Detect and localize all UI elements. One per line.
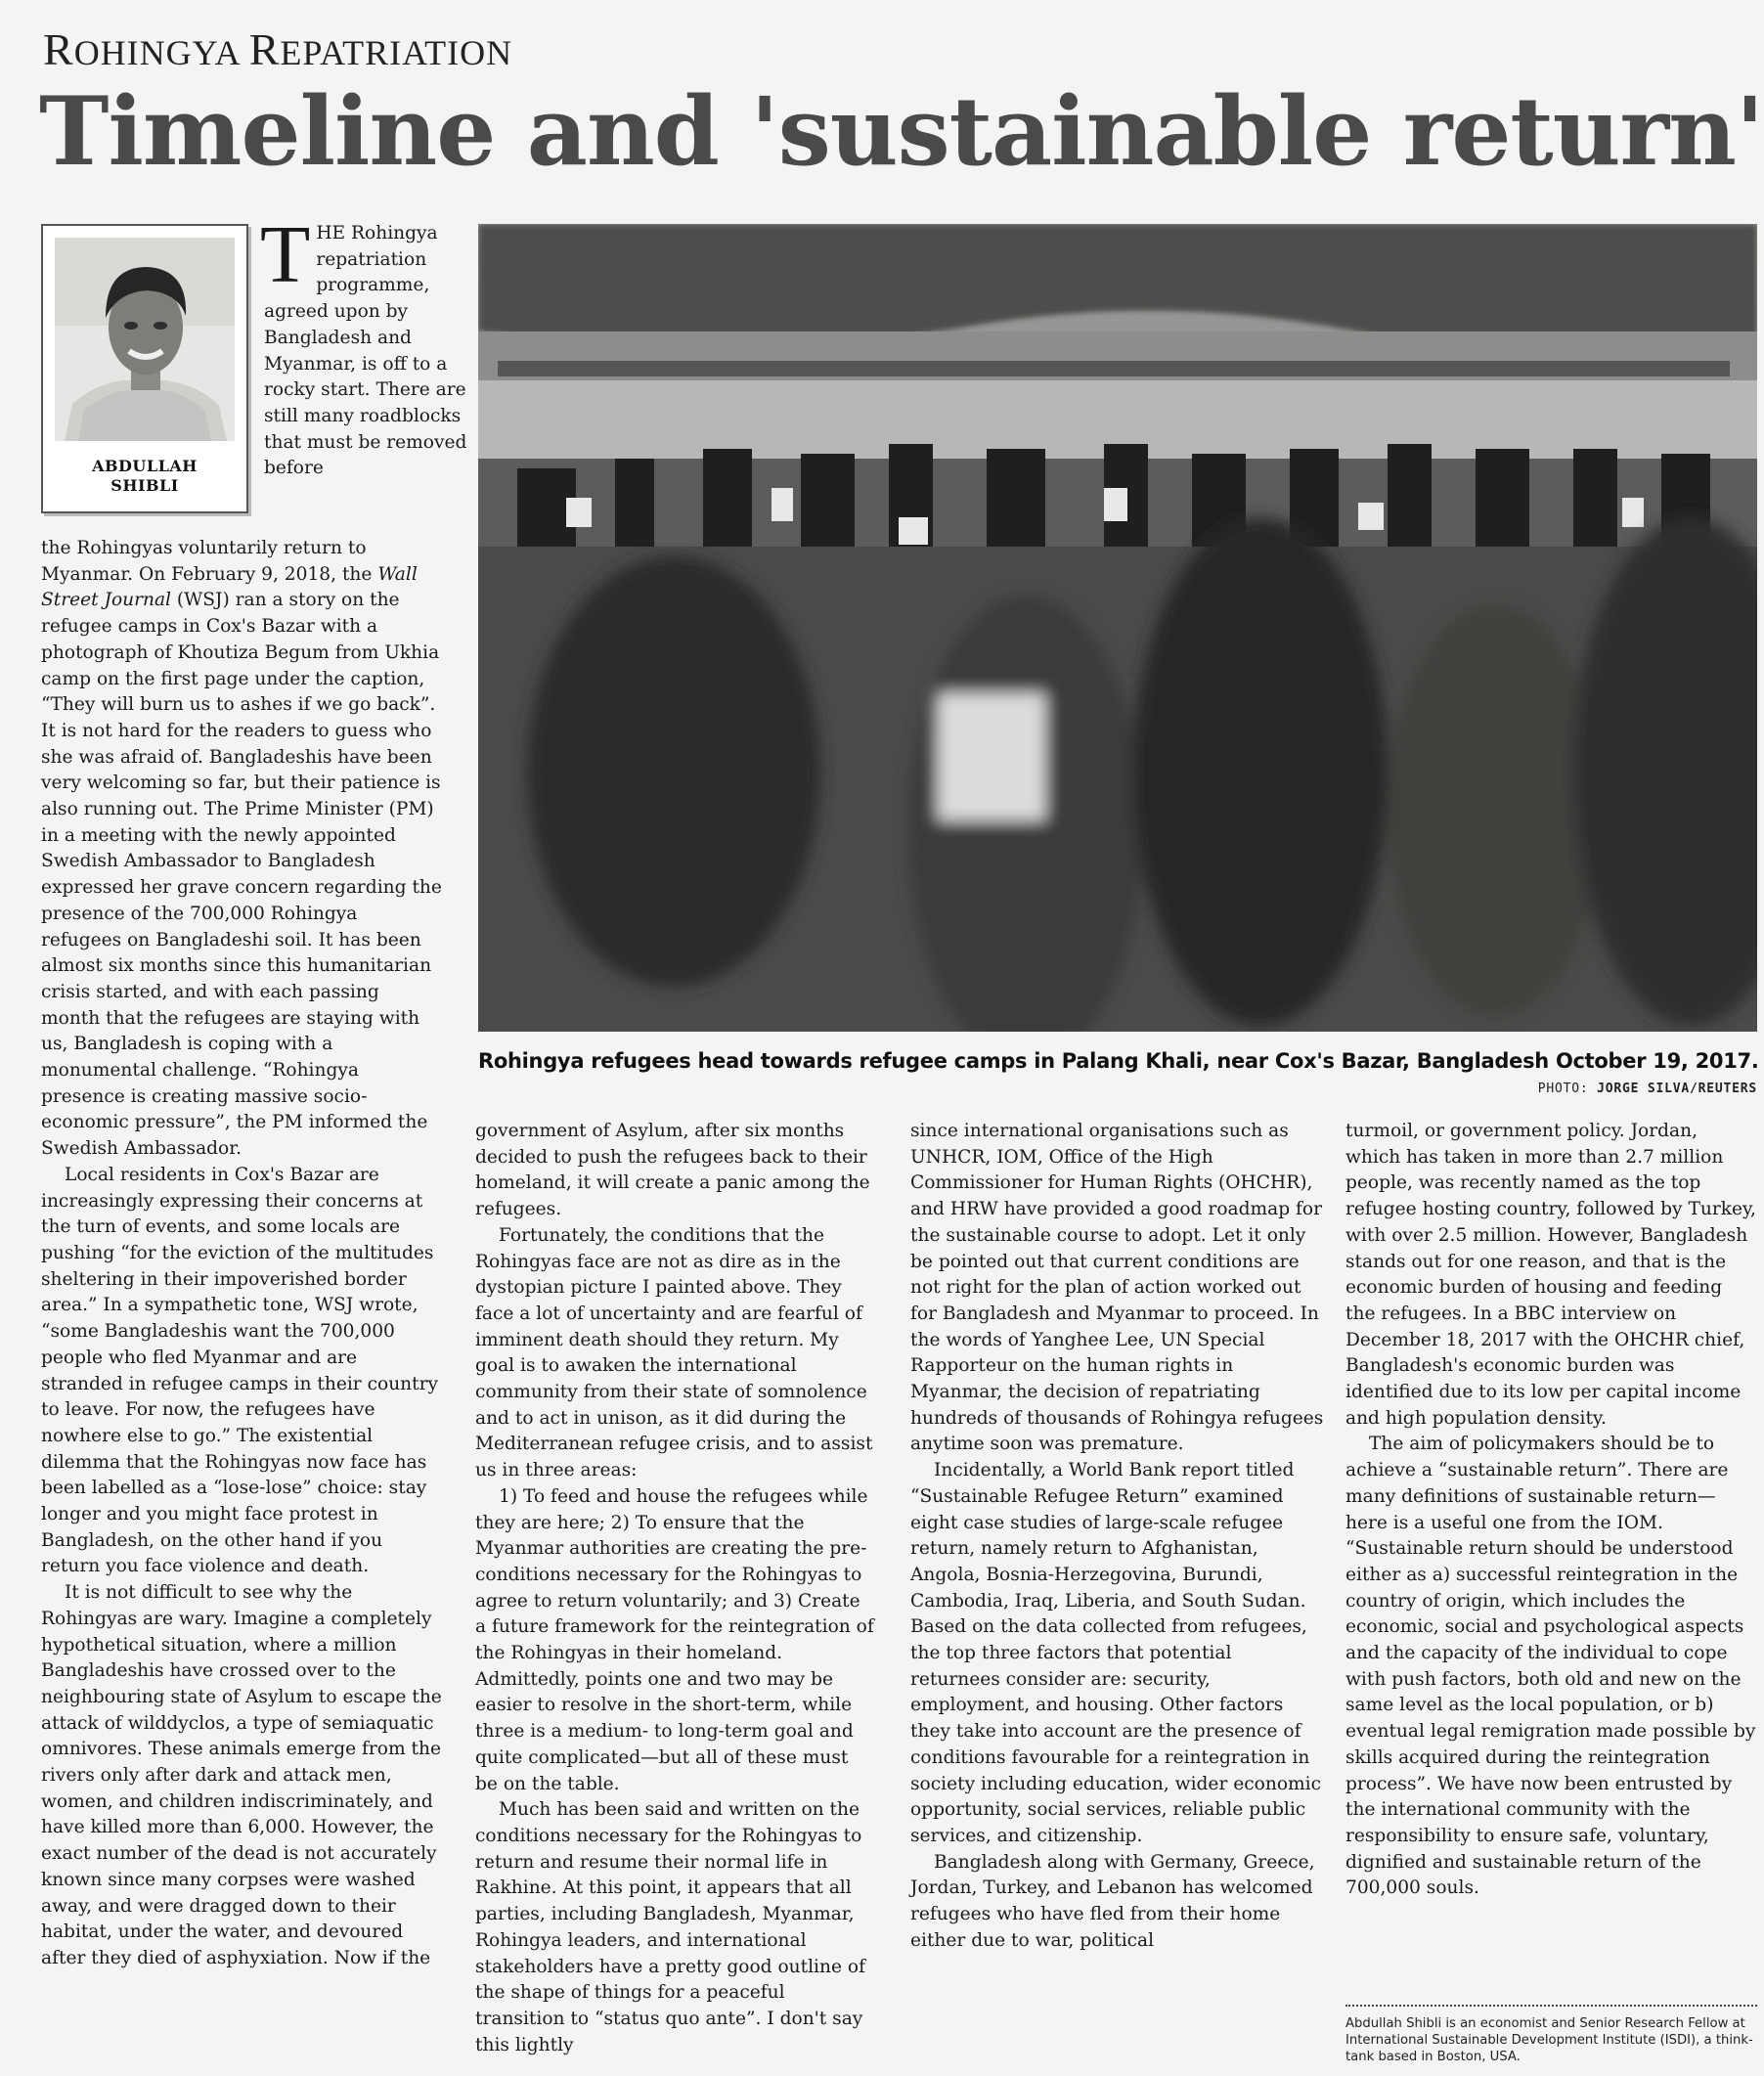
photo-credit: PHOTO: JORGE SILVA/REUTERS <box>1537 1082 1757 1096</box>
article-column-2 <box>475 1119 876 2058</box>
article-column-3 <box>910 1119 1326 1955</box>
bio-divider <box>1345 2005 1757 2007</box>
article-paragraph: government of Asylum, after six months decided to push the refugees back to their homeland, it will create a panic among the refugees. <box>475 1121 870 1220</box>
distant-crowd <box>498 361 1730 376</box>
article-paragraph: Bangladesh along with Germany, Greece, Jordan, Turkey, and Lebanon has welcomed refugees who have fled from their home either due to war, political <box>910 1851 1315 1951</box>
article-column-4 <box>1345 1119 1757 1902</box>
section-kicker: ROHINGYA REPATRIATION <box>43 24 513 74</box>
refugee-photo <box>478 224 1757 1032</box>
author-name-line2: SHIBLI <box>110 476 179 495</box>
article-paragraph: It is not difficult to see why the Rohingyas are wary. Imagine a completely hypothetical situation, where a million Bangladeshis have crossed over to the neighbouring state of Asylum to escape the attack of wilddyclos, a type of semiaquatic omnivores. These animals emerge from the rivers only after dark and attack men, women, and children indiscriminately, and have killed more than 6,000. However, the exact number of the dead is not accurately known since many corpses were washed away, and were dragged down to their habitat, under the water, and devoured after they died of asphyxiation. Now if the <box>41 1582 442 1968</box>
article-paragraph: Incidentally, a World Bank report titled “Sustainable Refugee Return” examined eight case studies of large-scale refugee return, namely return to Afghanistan, Angola, Bosnia-Herzegovina, Burundi, Cambodia, Iraq, Liberia, and South Sudan. Based on the data collected from refugees, the top three factors that potential returnees consider are: security, employment, and housing. Other factors they take into account are the presence of conditions favourable for a reintegration in society including education, wider economic opportunity, social services, reliable public services, and citizenship. <box>910 1460 1322 1846</box>
author-name-line1: ABDULLAH <box>92 457 198 475</box>
author-name <box>43 457 246 496</box>
author-portrait <box>55 238 235 441</box>
author-bio: Abdullah Shibli is an economist and Senior Research Fellow at International Sustainable Development Institute (ISDI), a think-tank based in Boston, USA. <box>1345 2016 1753 2064</box>
headline: Timeline and 'sustainable return' <box>39 76 1764 187</box>
article-paragraph: Much has been said and written on the conditions necessary for the Rohingyas to return and resume their normal life in Rakhine. At this point, it appears that all parties, including Bangladesh, Myanmar, Rohingya leaders, and international stakeholders have a pretty good outline of the shape of things for a peaceful transition to “status quo ante”. I don't say this lightly <box>475 1799 865 2055</box>
article-lead: THE Rohingya repatriation programme, agreed upon by Bangladesh and Myanmar, is off to a rocky start. There are still many roadblocks that must be removed before <box>260 209 467 479</box>
article-paragraph: The aim of policymakers should be to achieve a “sustainable return”. There are many definitions of sustainable return—here is a useful one from the IOM. “Sustainable return should be understood either as a) successful reintegration in the country of origin, which includes the economic, social and psychological aspects and the capacity of the individual to cope with push factors, both old and new on the same level as the local population, or b) eventual legal remigration made possible by skills acquired during the reintegration process”. We have now been entrusted by the international community with the responsibility to ensure safe, voluntary, dignified and sustainable return of the 700,000 souls. <box>1345 1434 1756 1899</box>
article-paragraph: Fortunately, the conditions that the Rohingyas face are not as dire as in the dystopian picture I painted above. They face a lot of uncertainty and are fearful of imminent death should they return. My goal is to awaken the international community from their state of somnolence and to act in unison, as it did during the Mediterranean refugee crisis, and to assist us in three areas: <box>475 1224 873 1481</box>
photo-caption: Rohingya refugees head towards refugee camps in Palang Khali, near Cox's Bazar, Bangladesh October 19, 2017. <box>478 1049 1759 1073</box>
drop-cap: T <box>260 209 311 300</box>
author-box <box>41 224 248 513</box>
article-paragraph: since international organisations such as UNHCR, IOM, Office of the High Commissioner for Human Rights (OHCHR), and HRW have provided a good roadmap for the sustainable course to adopt. Let it only be pointed out that current conditions are not right for the plan of action worked out for Bangladesh and Myanmar to proceed. In the words of Yanghee Lee, UN Special Rapporteur on the human rights in Myanmar, the decision of repatriating hundreds of thousands of Rohingya refugees anytime soon was premature. <box>910 1121 1324 1455</box>
article-paragraph: 1) To feed and house the refugees while they are here; 2) To ensure that the Myanmar authorities are creating the pre-conditions necessary for the Rohingyas to agree to return voluntarily; and 3) Create a future framework for the reintegration of the Rohingyas in their homeland. Admittedly, points one and two may be easier to resolve in the short-term, while three is a medium- to long-term goal and quite complicated—but all of these must be on the table. <box>475 1485 874 1794</box>
article-paragraph: turmoil, or government policy. Jordan, which has taken in more than 2.7 million people, was recently named as the top refugee hosting country, followed by Turkey, with over 2.5 million. However, Bangladesh stands out for one reason, and that is the economic burden of housing and feeding the refugees. In a BBC interview on December 18, 2017 with the OHCHR chief, Bangladesh's economic burden was identified due to its low per capital income and high population density. <box>1345 1121 1756 1429</box>
article-paragraph: Local residents in Cox's Bazar are increasingly expressing their concerns at the turn of events, and some locals are pushing “for the eviction of the multitudes sheltering in their impoverished border area.” In a sympathetic tone, WSJ wrote, “some Bangladeshis want the 700,000 people who fled Myanmar and are stranded in refugee camps in their country to leave. For now, the refugees have nowhere else to go.” The existential dilemma that the Rohingyas now face has been labelled as a “lose-lose” choice: stay longer and you might face protest in Bangladesh, on the other hand if you return you face violence and death. <box>41 1164 439 1577</box>
article-column-1: the Rohingyas voluntarily return to Myanmar. On February 9, 2018, the Wall Street Journal (WSJ) ran a story on the refugee camps in Cox's Bazar with a photograph of Khoutiza Begum from Ukhia camp on the first page under the caption, “They will burn us to ashes if we go back”. It is not hard for the readers to guess who she was afraid of. Bangladeshis have been very welcoming so far, but their patience is also running out. The Prime Minister (PM) in a meeting with the newly appointed Swedish Ambassador to Bangladesh expressed her grave concern regarding the presence of the 700,000 Rohingya refugees on Bangladeshi soil. It has been almost six months since this humanitarian crisis started, and with each passing month that the refugees are staying with us, Bangladesh is coping with a monumental challenge. “Rohingya presence is creating massive socio-economic pressure”, the PM informed the Swedish Ambassador. Local residents in Cox's Bazar are increasingly expressing their concerns at the turn of events, and some locals are pushing “for the eviction of the multitudes sheltering in their impoverished border area.” In a sympathetic tone, WSJ wrote, “some Bangladeshis want the 700,000 people who fled Myanmar and are stranded in refugee camps in their country to leave. For now, the refugees have nowhere else to go.” The existential dilemma that the Rohingyas now face has been labelled as a “lose-lose” choice: stay longer and you might face protest in Bangladesh, on the other hand if you return you face violence and death. It is not difficult to see why the Rohingyas are wary. Imagine a completely hypothetical situation, where a million Bangladeshis have crossed over to the neighbouring state of Asylum to escape the attack of wilddyclos, a type of semiaquatic omnivores. These animals emerge from the rivers only after dark and attack men, women, and children indiscriminately, and have killed more than 6,000. However, the exact number of the dead is not accurately known since many corpses were washed away, and were dragged down to their habitat, under the water, and devoured after they died of asphyxiation. Now if the <box>41 536 442 1972</box>
